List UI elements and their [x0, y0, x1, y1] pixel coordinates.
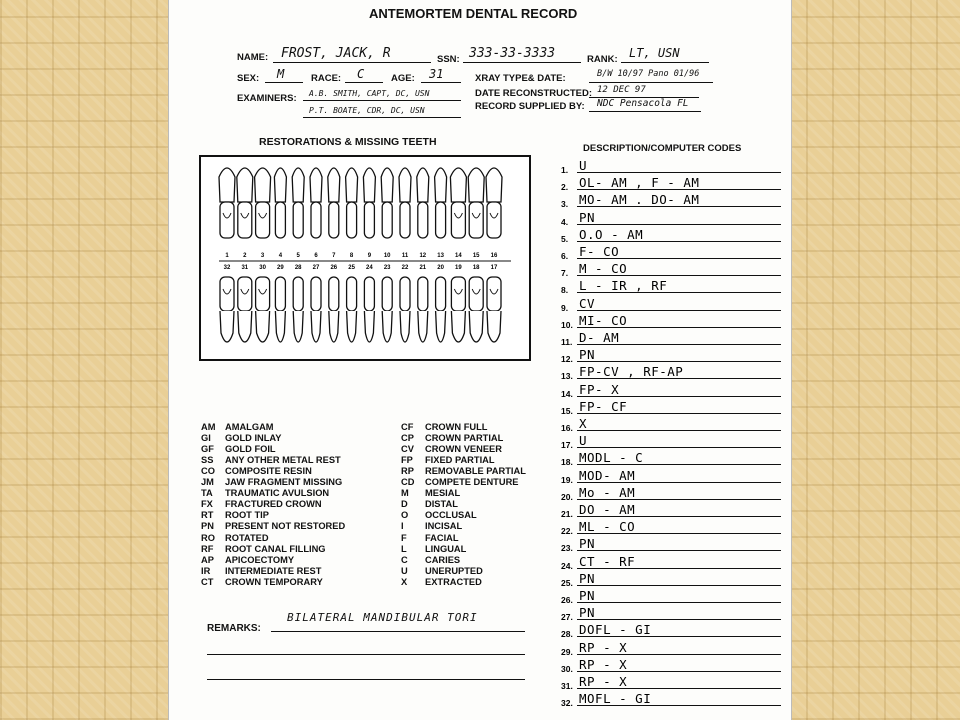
record-supplied-value: NDC Pensacola FL [597, 98, 689, 109]
legend-code: AM [201, 422, 216, 432]
lower-tooth [382, 277, 392, 342]
code-row [561, 224, 781, 242]
upper-tooth [255, 168, 271, 238]
legend-code: SS [201, 455, 214, 466]
legend-entry [401, 577, 482, 587]
legend-meaning: AMALGAM [225, 422, 274, 432]
code-row [561, 258, 781, 279]
code-row [561, 361, 781, 382]
legend-entry [401, 433, 503, 443]
legend-entry [201, 466, 312, 476]
legend-code: F [401, 532, 407, 543]
upper-tooth [399, 168, 411, 238]
tooth-code: DO - AM [579, 502, 636, 517]
code-row [561, 310, 781, 328]
tooth-code: PN [579, 347, 596, 363]
upper-tooth [292, 168, 304, 238]
examiners-label: EXAMINERS: [237, 93, 297, 104]
tooth-number: 8. [561, 285, 569, 296]
tooth-code: FP- CF [579, 398, 628, 414]
legend-code: I [401, 521, 404, 532]
age-value: 31 [429, 67, 444, 81]
code-row [561, 379, 781, 397]
date-reconstructed-value: 12 DEC 97 [597, 85, 646, 95]
code-row [561, 551, 781, 569]
lower-tooth-number: 18 [472, 265, 480, 271]
tooth-code: ML - CO [579, 519, 636, 535]
legend-entry [201, 488, 329, 498]
tooth-code: CT - RF [579, 553, 636, 569]
legend-meaning: GOLD FOIL [225, 444, 276, 455]
legend-meaning: ROOT TIP [225, 510, 269, 521]
ssn-underline [463, 62, 581, 63]
lower-tooth [275, 277, 285, 342]
code-row [561, 275, 781, 296]
upper-tooth-number: 6 [314, 253, 318, 259]
legend-entry [201, 444, 276, 454]
legend-meaning: LINGUAL [425, 543, 467, 554]
legend-code: RP [401, 466, 414, 477]
legend-entry [201, 533, 269, 543]
legend-entry [401, 444, 502, 454]
examiner-2-value: P.T. BOATE, CDR, DC, USN [309, 106, 425, 115]
legend-meaning: APICOECTOMY [225, 554, 295, 565]
legend-meaning: FACIAL [425, 532, 459, 543]
upper-tooth-number: 10 [383, 253, 391, 259]
legend-code: O [401, 510, 409, 521]
xray-value: B/W 10/97 Pano 01/96 [597, 69, 700, 79]
tooth-diagram [201, 157, 529, 359]
legend-code: RO [201, 532, 215, 543]
legend-code: X [401, 576, 408, 587]
dental-chart [199, 155, 531, 361]
tooth-code: F- CO [579, 244, 620, 259]
tooth-number: 13. [561, 371, 573, 382]
code-row [561, 447, 781, 468]
legend-meaning: EXTRACTED [425, 576, 482, 587]
legend-entry [401, 566, 483, 576]
legend-code: GF [201, 444, 214, 455]
upper-tooth-number: 3 [260, 253, 265, 259]
legend-meaning: COMPOSITE RESIN [225, 466, 312, 477]
age-label: AGE: [391, 73, 415, 84]
code-row [561, 413, 781, 431]
lower-tooth [293, 277, 303, 342]
legend-entry [201, 566, 321, 576]
code-row [561, 207, 781, 225]
tooth-code: PN [579, 570, 596, 586]
tooth-code: RP - X [579, 656, 628, 672]
legend-entry [401, 477, 519, 487]
tooth-number: 22. [561, 526, 573, 537]
code-row [561, 637, 781, 655]
tooth-number: 7. [561, 268, 569, 279]
code-row [561, 396, 781, 414]
record-supplied-label: RECORD SUPPLIED BY: [475, 101, 585, 112]
lower-tooth [329, 277, 339, 342]
legend-meaning: FRACTURED CROWN [225, 499, 322, 510]
rank-value: LT, USN [629, 46, 680, 60]
upper-tooth-number: 16 [490, 253, 498, 259]
lower-tooth-number: 21 [419, 265, 427, 271]
legend-code: CO [201, 466, 215, 477]
tooth-number: 15. [561, 405, 573, 416]
legend-meaning: CROWN VENEER [425, 444, 502, 455]
tooth-number: 3. [561, 199, 569, 210]
legend-code: AP [201, 554, 214, 565]
tooth-number: 2. [561, 182, 569, 193]
code-row [561, 189, 781, 210]
xray-label: XRAY TYPE& DATE: [475, 73, 566, 84]
legend-entry [401, 455, 495, 465]
legend-entry [401, 499, 458, 509]
upper-tooth [417, 168, 429, 238]
legend-code: FX [201, 499, 213, 510]
tooth-number: 12. [561, 354, 573, 365]
lower-tooth-number: 31 [241, 265, 249, 271]
tooth-number: 31. [561, 681, 573, 691]
legend-code: L [401, 543, 407, 554]
upper-tooth-number: 14 [455, 253, 462, 259]
legend-code: CF [401, 422, 414, 432]
examiner-1-underline [303, 100, 461, 101]
lower-tooth [436, 277, 446, 342]
code-row [561, 585, 781, 603]
tooth-code: O.O - AM [579, 226, 644, 242]
legend-entry [201, 577, 323, 587]
upper-tooth [274, 168, 286, 238]
legend-entry [201, 499, 322, 509]
upper-tooth-number: 15 [472, 253, 480, 259]
legend-meaning: INCISAL [425, 521, 463, 532]
code-row [561, 155, 781, 173]
legend-entry [401, 555, 460, 565]
tooth-number: 24. [561, 560, 573, 571]
tooth-code: MO- AM . DO- AM [579, 192, 700, 208]
tooth-code: PN [579, 536, 596, 552]
tooth-number: 28. [561, 629, 573, 640]
legend-meaning: DISTAL [425, 499, 458, 510]
tooth-code: RP - X [579, 674, 628, 689]
tooth-code: U [579, 158, 588, 173]
legend-code: CT [201, 576, 214, 587]
legend-code: RT [201, 510, 214, 521]
upper-tooth [363, 168, 375, 238]
legend-code: CP [401, 433, 414, 444]
legend-entry [401, 533, 459, 543]
tooth-code: MOD- AM [579, 467, 636, 483]
upper-tooth-number: 2 [243, 253, 247, 259]
lower-tooth [238, 277, 252, 342]
lower-tooth [418, 277, 428, 342]
lower-tooth [220, 277, 234, 342]
lower-tooth [469, 277, 483, 342]
tooth-code: MI- CO [579, 312, 628, 328]
legend-code: U [401, 565, 408, 576]
upper-tooth-number: 7 [332, 253, 336, 259]
tooth-number: 1. [561, 165, 569, 175]
tooth-number: 6. [561, 251, 569, 261]
code-row [561, 568, 781, 586]
code-row [561, 430, 781, 451]
remarks-value: BILATERAL MANDIBULAR TORI [287, 611, 478, 624]
tooth-code: OL- AM , F - AM [579, 175, 700, 191]
legend-meaning: REMOVABLE PARTIAL [425, 466, 526, 477]
legend-code: D [401, 499, 408, 510]
codes-title: DESCRIPTION/COMPUTER CODES [583, 143, 742, 154]
tooth-number: 18. [561, 457, 573, 468]
dental-record-page [168, 0, 792, 720]
legend-code: TA [201, 488, 213, 499]
code-row [561, 619, 781, 640]
legend-meaning: COMPETE DENTURE [425, 477, 519, 488]
tooth-number: 9. [561, 302, 569, 313]
tooth-number: 17. [561, 440, 573, 451]
legend-meaning: ROOT CANAL FILLING [225, 543, 326, 554]
remarks-underline-3 [207, 679, 525, 680]
remarks-label: REMARKS: [207, 623, 261, 634]
tooth-code: D- AM [579, 330, 620, 345]
lower-tooth [364, 277, 374, 342]
tooth-code: FP- X [579, 381, 620, 397]
tooth-code: L - IR , RF [579, 278, 668, 294]
name-label: NAME: [237, 52, 269, 63]
sex-underline [265, 82, 303, 83]
tooth-code: FP-CV , RF-AP [579, 364, 684, 380]
tooth-code: PN [579, 209, 596, 225]
legend-code: GI [201, 433, 211, 444]
lower-tooth-number: 24 [366, 265, 373, 271]
legend-meaning: INTERMEDIATE REST [225, 565, 322, 576]
lower-tooth-number: 23 [383, 265, 391, 271]
examiner-2-underline [303, 117, 461, 118]
legend-code: C [401, 554, 408, 565]
name-value: FROST, JACK, R [281, 46, 391, 61]
tooth-code: MODL - C [579, 450, 644, 466]
sex-value: M [277, 67, 285, 81]
tooth-number: 30. [561, 663, 573, 674]
upper-tooth [435, 168, 447, 238]
remarks-underline-1 [271, 631, 525, 632]
tooth-number: 5. [561, 233, 569, 244]
legend-entry [201, 510, 269, 520]
lower-tooth-number: 20 [437, 265, 444, 271]
legend-entry [401, 521, 462, 531]
document-title: ANTEMORTEM DENTAL RECORD [369, 6, 578, 21]
legend-meaning: GOLD INLAY [225, 433, 282, 444]
tooth-number: 19. [561, 474, 573, 485]
lower-tooth-number: 30 [259, 265, 266, 271]
lower-tooth-number: 25 [348, 265, 355, 271]
upper-tooth-number: 1 [225, 253, 229, 259]
lower-tooth [400, 277, 410, 342]
legend-entry [201, 455, 341, 465]
upper-tooth [237, 168, 253, 238]
tooth-number: 29. [561, 646, 573, 657]
code-row [561, 533, 781, 554]
lower-tooth [487, 277, 501, 342]
tooth-number: 32. [561, 698, 573, 709]
legend-meaning: TRAUMATIC AVULSION [225, 488, 330, 499]
upper-tooth-number: 13 [437, 253, 444, 259]
race-underline [345, 82, 383, 83]
legend-meaning: MESIAL [425, 488, 461, 499]
chart-title: RESTORATIONS & MISSING TEETH [259, 136, 437, 148]
tooth-code: PN [579, 605, 596, 621]
code-row [561, 688, 781, 709]
legend-entry [201, 433, 281, 443]
legend-entry [201, 521, 345, 531]
tooth-code: RP - X [579, 639, 628, 655]
tooth-code: X [579, 416, 588, 431]
legend-code: CV [401, 444, 414, 455]
code-row [561, 602, 781, 623]
tooth-code: MOFL - GI [579, 691, 652, 707]
upper-tooth [486, 168, 502, 238]
upper-tooth-number: 4 [278, 253, 283, 259]
code-row [561, 241, 781, 259]
legend-meaning: OCCLUSAL [425, 510, 477, 521]
tooth-number: 16. [561, 423, 573, 433]
legend-meaning: ANY OTHER METAL REST [225, 455, 341, 466]
xray-underline [589, 82, 713, 83]
upper-tooth-number: 9 [367, 253, 372, 259]
examiner-1-value: A.B. SMITH, CAPT, DC, USN [309, 89, 430, 98]
legend-meaning: CROWN FULL [425, 422, 488, 432]
code-row [561, 293, 781, 311]
tooth-code: U [579, 433, 588, 449]
date-reconstructed-label: DATE RECONSTRUCTED: [475, 88, 592, 99]
tooth-code: M - CO [579, 261, 628, 277]
legend-meaning: ROTATED [225, 532, 269, 543]
legend-entry [201, 555, 294, 565]
lower-tooth [256, 277, 270, 342]
code-row [561, 671, 781, 689]
lower-tooth [347, 277, 357, 342]
lower-tooth-number: 17 [490, 265, 498, 271]
lower-tooth-number: 28 [294, 265, 302, 271]
legend-meaning: JAW FRAGMENT MISSING [225, 477, 343, 488]
upper-tooth [310, 168, 322, 238]
upper-tooth [468, 168, 484, 238]
legend-entry [201, 422, 274, 432]
legend-entry [201, 544, 326, 554]
race-label: RACE: [311, 73, 342, 84]
legend-meaning: CROWN TEMPORARY [225, 576, 323, 587]
upper-tooth-number: 5 [296, 253, 300, 259]
tooth-number: 4. [561, 216, 569, 227]
tooth-number: 26. [561, 595, 573, 605]
tooth-code: CV [579, 295, 596, 311]
legend-meaning: PRESENT NOT RESTORED [225, 521, 346, 532]
lower-tooth-number: 26 [330, 265, 338, 271]
age-underline [421, 82, 461, 83]
legend-entry [401, 544, 466, 554]
ssn-label: SSN: [437, 54, 460, 65]
upper-tooth-number: 11 [401, 253, 409, 259]
legend-meaning: FIXED PARTIAL [425, 455, 495, 466]
code-row [561, 499, 781, 517]
code-row [561, 327, 781, 345]
rank-label: RANK: [587, 54, 618, 65]
tooth-number: 20. [561, 491, 573, 502]
lower-tooth-number: 32 [223, 265, 231, 271]
rank-underline [621, 62, 709, 63]
code-row [561, 482, 781, 500]
code-row [561, 516, 781, 537]
code-row [561, 344, 781, 365]
tooth-number: 14. [561, 388, 573, 399]
lower-tooth [451, 277, 465, 342]
name-underline [273, 62, 431, 63]
ssn-value: 333-33-3333 [469, 46, 556, 61]
tooth-code: DOFL - GI [579, 622, 652, 638]
record-supplied-underline [589, 111, 701, 112]
tooth-number: 27. [561, 612, 573, 623]
legend-entry [401, 510, 477, 520]
legend-meaning: CROWN PARTIAL [425, 433, 504, 444]
lower-tooth-number: 27 [312, 265, 320, 271]
tooth-code: Mo - AM [579, 484, 636, 500]
code-row [561, 172, 781, 193]
upper-tooth-number: 8 [349, 253, 354, 259]
tooth-number: 11. [561, 337, 573, 347]
legend-entry [401, 488, 460, 498]
tooth-number: 23. [561, 543, 573, 554]
upper-tooth [328, 168, 340, 238]
legend-entry [401, 466, 526, 476]
upper-tooth [381, 168, 393, 238]
legend-code: IR [201, 565, 211, 576]
legend-code: CD [401, 477, 415, 488]
legend-meaning: CARIES [425, 554, 461, 565]
legend-meaning: UNERUPTED [425, 565, 483, 576]
upper-tooth [219, 168, 235, 238]
legend-code: RF [201, 543, 214, 554]
upper-tooth [346, 168, 358, 238]
code-row [561, 654, 781, 672]
sex-label: SEX: [237, 73, 260, 84]
tooth-number: 25. [561, 577, 573, 588]
legend-entry [201, 477, 342, 487]
race-value: C [357, 67, 365, 81]
legend-code: FP [401, 455, 413, 466]
lower-tooth-number: 29 [277, 265, 284, 271]
legend-code: JM [201, 477, 214, 488]
legend-entry [401, 422, 487, 432]
legend-code: PN [201, 521, 214, 532]
tooth-number: 21. [561, 509, 573, 519]
tooth-code: PN [579, 588, 596, 603]
lower-tooth-number: 19 [455, 265, 462, 271]
code-row [561, 465, 781, 483]
upper-tooth-number: 12 [419, 253, 427, 259]
lower-tooth-number: 22 [401, 265, 409, 271]
tooth-number: 10. [561, 319, 573, 330]
legend-code: M [401, 488, 409, 499]
lower-tooth [311, 277, 321, 342]
upper-tooth [450, 168, 466, 238]
remarks-underline-2 [207, 654, 525, 655]
